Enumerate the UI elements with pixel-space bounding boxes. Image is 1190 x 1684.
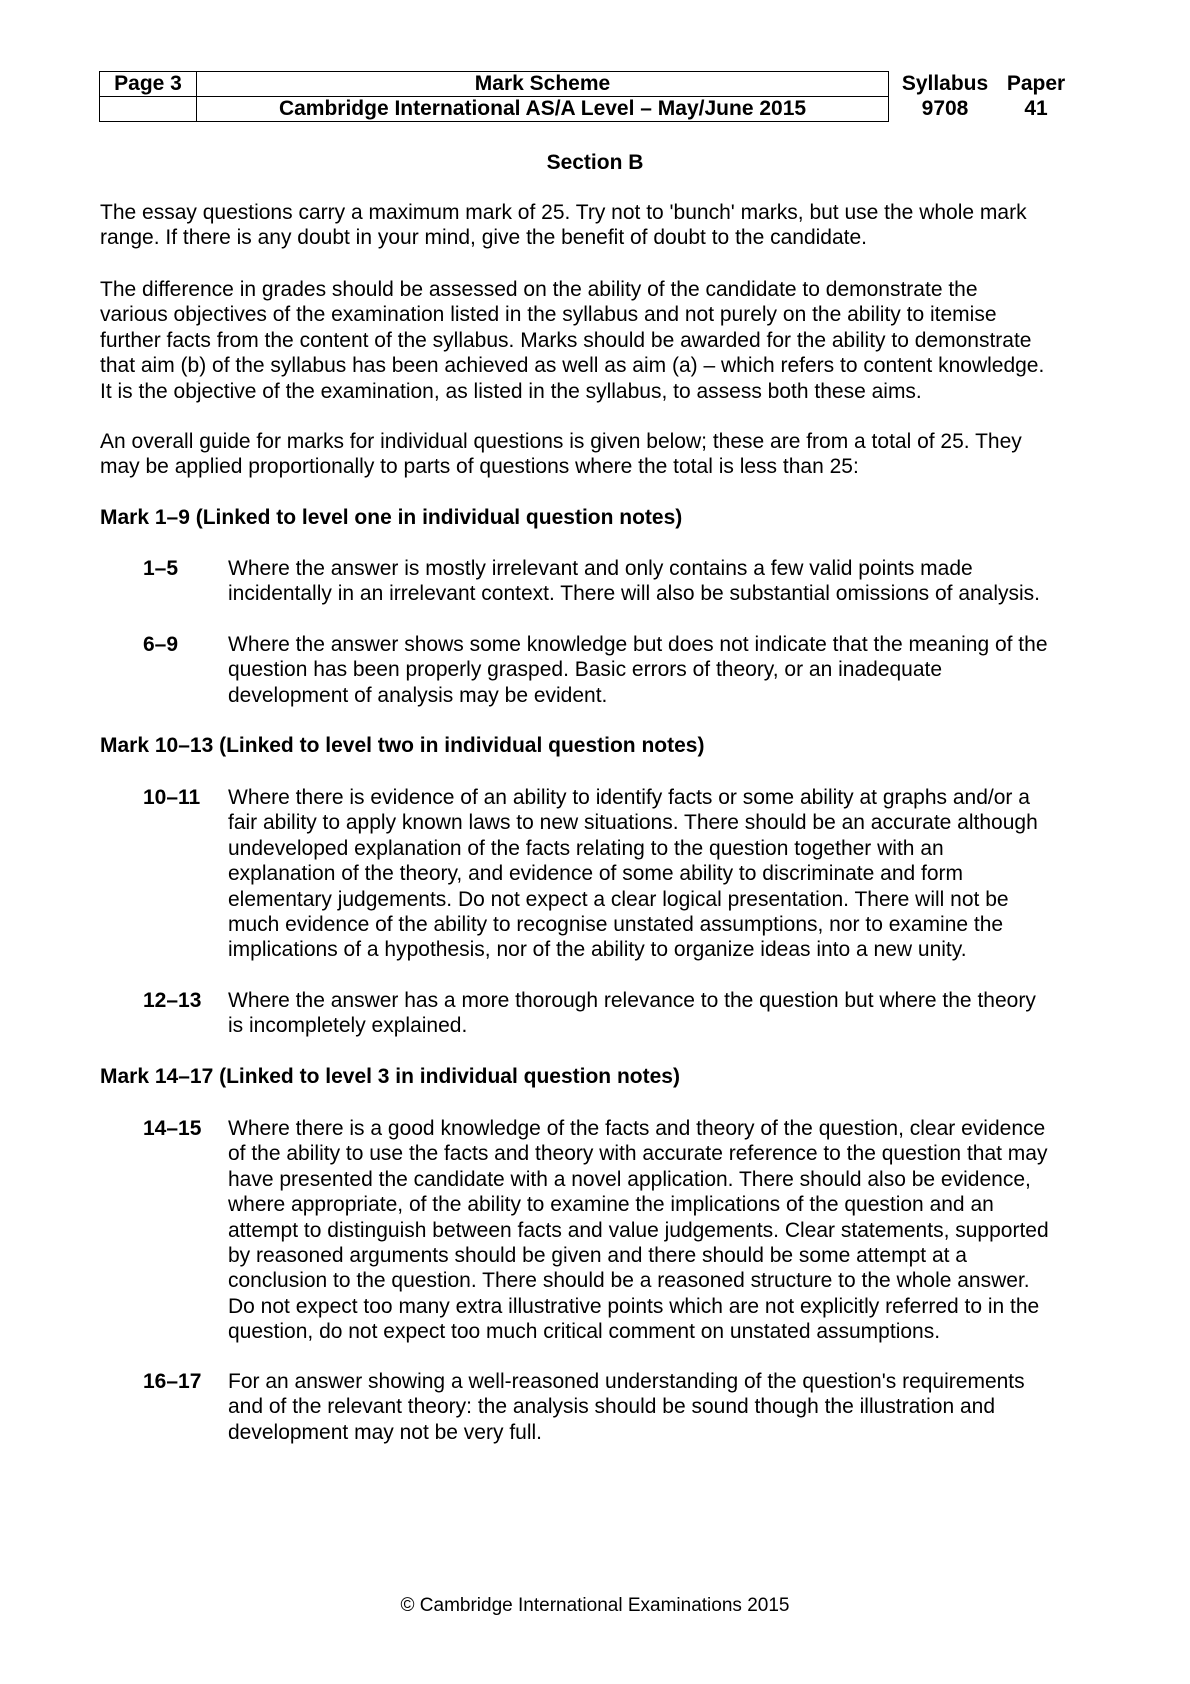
level-heading: Mark 1–9 (Linked to level one in individual question notes)	[100, 506, 683, 529]
section-title: Section B	[546, 151, 644, 174]
text-line: have presented the candidate with a novel application. There should also be evidence,	[228, 1167, 1031, 1191]
mark-range: 10–11	[143, 786, 201, 809]
paper-label: Paper	[1006, 72, 1066, 95]
page-number: Page 3	[100, 72, 197, 97]
text-line: For an answer showing a well-reasoned understanding of the question's requirements	[228, 1370, 1025, 1393]
text-line: The essay questions carry a maximum mark of 25. Try not to 'bunch' marks, but use the whole mark	[100, 201, 1027, 224]
text-line: Where there is evidence of an ability to identify facts or some ability at graphs and/or a	[228, 786, 1030, 809]
text-line: implications of a hypothesis, nor of the ability to organize ideas into a new unity.	[228, 938, 967, 962]
text-line: It is the objective of the examination, as listed in the syllabus, to assess both these aims.	[100, 379, 922, 403]
intro-paragraph-3	[100, 429, 1100, 480]
text-line: The difference in grades should be assessed on the ability of the candidate to demonstrate the	[100, 278, 978, 301]
text-line: Where there is a good knowledge of the facts and theory of the question, clear evidence	[228, 1117, 1046, 1140]
text-line: that aim (b) of the syllabus has been achieved as well as aim (a) – which refers to content knowledge.	[100, 354, 1045, 378]
exam-title: Cambridge International AS/A Level – May/June 2015	[197, 97, 889, 122]
band-description	[228, 632, 1103, 708]
text-line: conclusion to the question. There should be a reasoned structure to the whole answer.	[228, 1269, 1030, 1293]
text-line: Where the answer is mostly irrelevant and only contains a few valid points made	[228, 557, 973, 580]
text-line: development may not be very full.	[228, 1420, 542, 1444]
syllabus-label: Syllabus	[901, 72, 989, 95]
text-line: development of analysis may be evident.	[228, 683, 608, 707]
level-heading: Mark 14–17 (Linked to level 3 in individual question notes)	[100, 1065, 680, 1088]
level-heading: Mark 10–13 (Linked to level two in individual question notes)	[100, 734, 705, 757]
band-description	[228, 1369, 1103, 1445]
header-meta	[889, 71, 1099, 121]
text-line: and of the relevant theory: the analysis should be sound though the illustration and	[228, 1395, 996, 1419]
header-empty-cell	[100, 97, 197, 122]
text-line: Do not expect too many extra illustrative points which are not explicitly referred to in the	[228, 1294, 1040, 1318]
text-line: may be applied proportionally to parts of questions where the total is less than 25:	[100, 455, 859, 479]
text-line: undeveloped explanation of the facts relating to the question together with an	[228, 836, 944, 860]
text-line: Where the answer shows some knowledge but does not indicate that the meaning of the	[228, 633, 1048, 656]
mark-band	[143, 556, 1103, 607]
mark-scheme-label: Mark Scheme	[197, 72, 889, 97]
text-line: where appropriate, of the ability to examine the implications of the question and an	[228, 1193, 994, 1217]
band-description	[228, 988, 1103, 1039]
text-line: various objectives of the examination listed in the syllabus and not purely on the ability to itemise	[100, 303, 997, 327]
mark-range: 12–13	[143, 989, 202, 1012]
text-line: attempt to distinguish between facts and value judgements. Clear statements, supported	[228, 1218, 1049, 1242]
mark-range: 1–5	[143, 557, 179, 580]
header-table	[99, 71, 889, 122]
text-line: range. If there is any doubt in your mind, give the benefit of doubt to the candidate.	[100, 226, 868, 250]
intro-paragraph-1	[100, 200, 1100, 251]
mark-band	[143, 1116, 1103, 1345]
syllabus-value: 9708	[921, 97, 969, 120]
mark-band	[143, 1369, 1103, 1445]
paper-value: 41	[1024, 97, 1048, 120]
mark-range: 16–17	[143, 1370, 202, 1393]
text-line: further facts from the content of the syllabus. Marks should be awarded for the ability to demonstrate	[100, 328, 1032, 352]
text-line: incidentally in an irrelevant context. There will also be substantial omissions of analysis.	[228, 582, 1041, 606]
text-line: An overall guide for marks for individual questions is given below; these are from a total of 25. They	[100, 430, 1022, 453]
text-line: Where the answer has a more thorough relevance to the question but where the theory	[228, 989, 1036, 1012]
mark-band	[143, 785, 1103, 963]
text-line: question, do not expect too much critical comment on unstated assumptions.	[228, 1320, 941, 1344]
copyright-footer: © Cambridge International Examinations 2015	[400, 1595, 790, 1616]
mark-range: 14–15	[143, 1117, 202, 1140]
text-line: by reasoned arguments should be given and there should be some attempt at a	[228, 1244, 967, 1268]
page-header	[99, 71, 1099, 122]
mark-band	[143, 632, 1103, 708]
band-description	[228, 785, 1103, 963]
text-line: much evidence of the ability to recognise unstated assumptions, nor to examine the	[228, 913, 1004, 937]
band-description	[228, 1116, 1103, 1345]
text-line: fair ability to apply known laws to new situations. There should be an accurate although	[228, 811, 1038, 835]
text-line: is incompletely explained.	[228, 1014, 468, 1038]
text-line: elementary judgements. Do not expect a clear logical presentation. There will not be	[228, 887, 1009, 911]
band-description	[228, 556, 1103, 607]
text-line: explanation of the theory, and evidence of some ability to discriminate and form	[228, 862, 964, 886]
mark-range: 6–9	[143, 633, 179, 656]
intro-paragraph-2	[100, 277, 1100, 404]
text-line: question has been properly grasped. Basic errors of theory, or an inadequate	[228, 658, 943, 682]
mark-band	[143, 988, 1103, 1039]
text-line: of the ability to use the facts and theory with accurate reference to the question that may	[228, 1142, 1048, 1166]
